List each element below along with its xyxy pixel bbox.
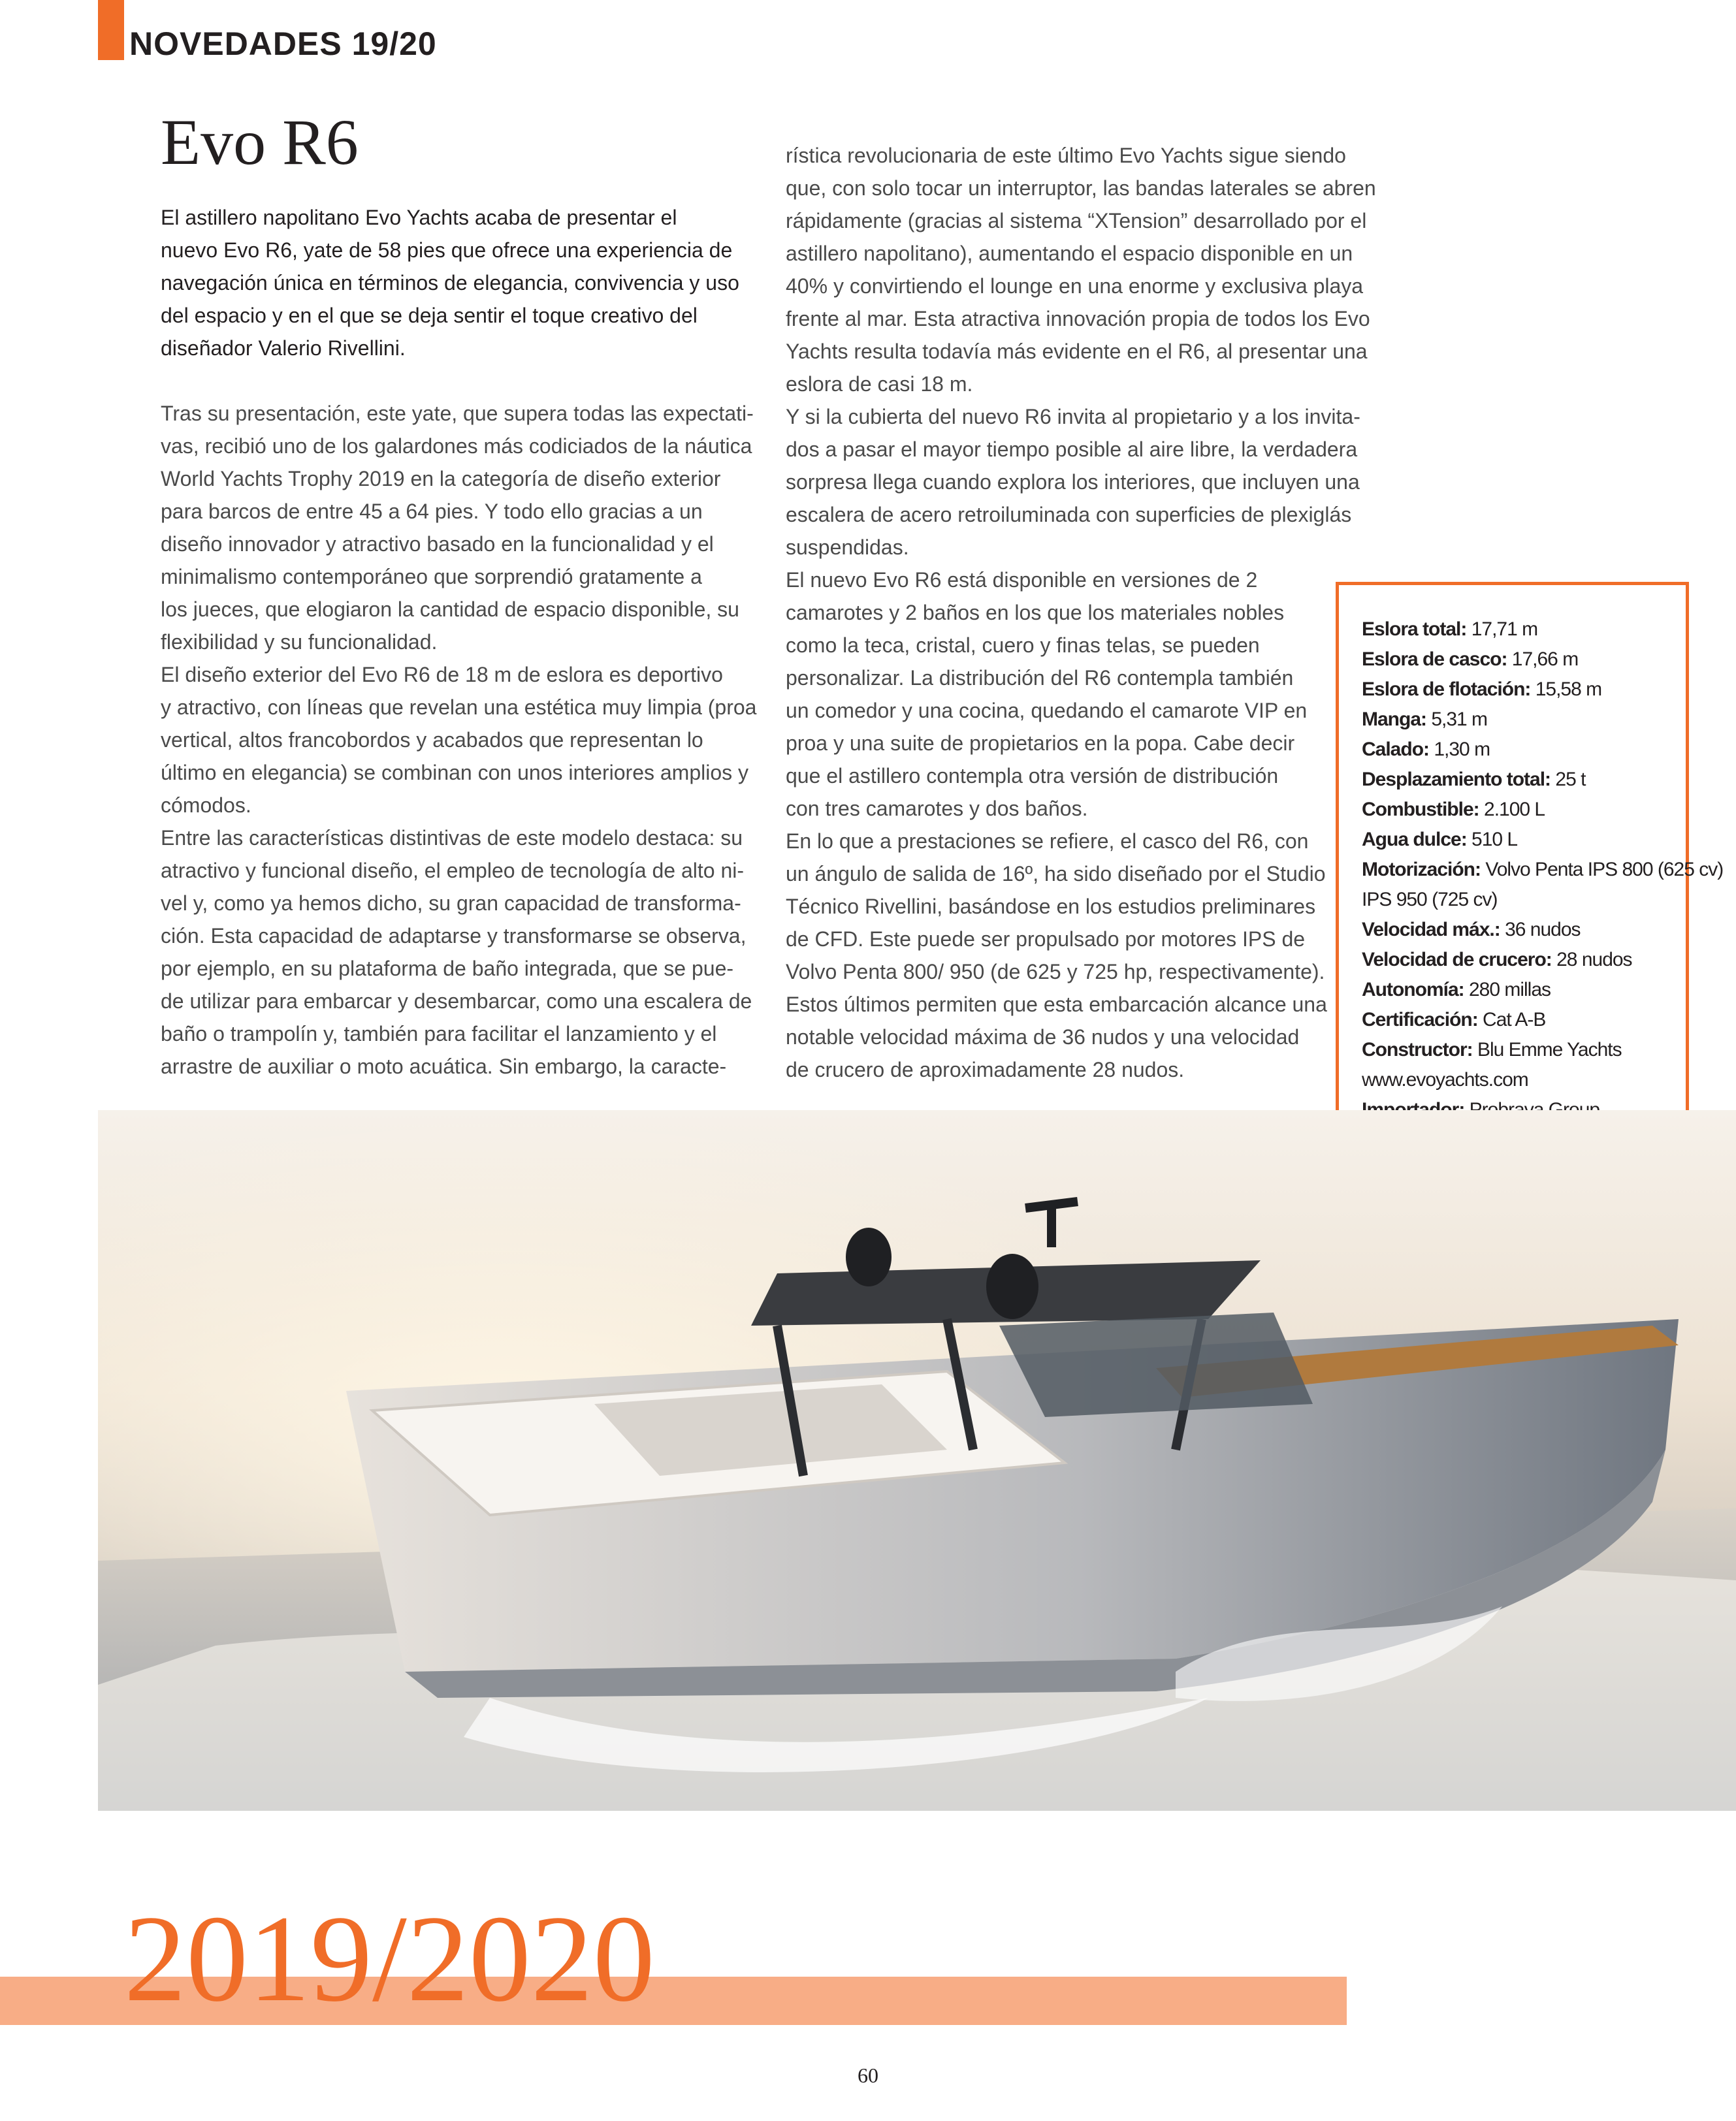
spec-value: 17,71 m: [1466, 618, 1538, 640]
body-line: Tras su presentación, este yate, que supera todas las expectati-: [161, 402, 754, 425]
body-line: suspendidas.: [786, 535, 909, 559]
body-line: frente al mar. Esta atractiva innovación propia de todos los Evo: [786, 307, 1370, 330]
body-line: de crucero de aproximadamente 28 nudos.: [786, 1058, 1185, 1081]
spec-value: Volvo Penta IPS 800 (625 cv): [1481, 859, 1724, 880]
spec-value: 36 nudos: [1500, 919, 1581, 940]
spec-label: Motorización:: [1362, 859, 1481, 880]
article-column-2: [786, 139, 1387, 1086]
body-line: World Yachts Trophy 2019 en la categoría de diseño exterior: [161, 467, 721, 490]
spec-row: [1362, 795, 1688, 825]
lead-line: El astillero napolitano Evo Yachts acaba de presentar el: [161, 206, 677, 229]
body-line: arrastre de auxiliar o moto acuática. Sin embargo, la caracte-: [161, 1055, 727, 1078]
spec-value: 25 t: [1551, 769, 1586, 790]
spec-label: Calado:: [1362, 739, 1430, 760]
body-line: eslora de casi 18 m.: [786, 372, 973, 396]
spec-value: IPS 950 (725 cv): [1362, 889, 1498, 910]
article-column-1: [161, 201, 757, 1083]
spec-row: [1362, 735, 1688, 765]
spec-row: [1362, 915, 1688, 945]
body-line: baño o trampolín y, también para facilitar el lanzamiento y el: [161, 1022, 717, 1045]
body-line: que, con solo tocar un interruptor, las bandas laterales se abren: [786, 176, 1376, 200]
body-line: vas, recibió uno de los galardones más codiciados de la náutica: [161, 434, 752, 458]
spec-label: Eslora de flotación:: [1362, 678, 1531, 700]
body-line: Y si la cubierta del nuevo R6 invita al propietario y a los invita-: [786, 405, 1360, 428]
lead-line: del espacio y en el que se deja sentir el toque creativo del: [161, 304, 698, 327]
body-line: cómodos.: [161, 793, 251, 817]
body-line: para barcos de entre 45 a 64 pies. Y todo ello gracias a un: [161, 500, 703, 523]
body-line: dos a pasar el mayor tiempo posible al aire libre, la verdadera: [786, 438, 1358, 461]
body-line: El diseño exterior del Evo R6 de 18 m de eslora es deportivo: [161, 663, 723, 686]
body-line: diseño innovador y atractivo basado en la funcionalidad y el: [161, 532, 714, 556]
spec-row: [1362, 825, 1688, 855]
spec-row: [1362, 765, 1688, 795]
spec-value: 1,30 m: [1429, 739, 1490, 760]
body-line: astillero napolitano), aumentando el espacio disponible en un: [786, 242, 1353, 265]
body-line: sorpresa llega cuando explora los interiores, que incluyen una: [786, 470, 1360, 494]
spec-row: [1362, 645, 1688, 675]
spec-value: 17,66 m: [1507, 648, 1579, 670]
body-line: Yachts resulta todavía más evidente en el R6, al presentar una: [786, 340, 1368, 363]
paragraph-gap: [161, 364, 752, 397]
spec-label: Velocidad de crucero:: [1362, 949, 1552, 970]
spec-value: 5,31 m: [1426, 709, 1488, 730]
body-line: por ejemplo, en su plataforma de baño integrada, que se pue-: [161, 957, 734, 980]
body-line: rápidamente (gracias al sistema “XTension” desarrollado por el: [786, 209, 1367, 232]
body-line: y atractivo, con líneas que revelan una estética muy limpia (proa: [161, 695, 757, 719]
body-line: vel y, como ya hemos dicho, su gran capacidad de transforma-: [161, 891, 741, 915]
body-line: de utilizar para embarcar y desembarcar, como una escalera de: [161, 989, 752, 1013]
body-line: proa y una suite de propietarios en la popa. Cabe decir: [786, 731, 1295, 755]
body-line: un ángulo de salida de 16º, ha sido diseñado por el Studio: [786, 862, 1326, 885]
spec-value: Cat A-B: [1477, 1009, 1546, 1030]
spec-label: Manga:: [1362, 709, 1426, 730]
spec-row: [1362, 975, 1688, 1005]
spec-row: [1362, 855, 1724, 885]
body-line: camarotes y 2 baños en los que los materiales nobles: [786, 601, 1285, 624]
body-line: personalizar. La distribución del R6 contempla también: [786, 666, 1294, 690]
yacht-photo: [98, 1110, 1736, 1811]
body-line: Técnico Rivellini, basándose en los estudios preliminares: [786, 895, 1316, 918]
spec-row[interactable]: [1362, 1065, 1688, 1095]
section-title: NOVEDADES 19/20: [129, 25, 437, 62]
spec-row: [1362, 945, 1688, 975]
body-line: minimalismo contemporáneo que sorprendió gratamente a: [161, 565, 702, 588]
specs-list: [1362, 614, 1724, 1125]
spec-label: Combustible:: [1362, 799, 1479, 820]
body-line: último en elegancia) se combinan con unos interiores amplios y: [161, 761, 749, 784]
body-line: escalera de acero retroiluminada con superficies de plexiglás: [786, 503, 1352, 526]
body-line: flexibilidad y su funcionalidad.: [161, 630, 438, 654]
page-number: 60: [858, 2064, 878, 2087]
body-line: Volvo Penta 800/ 950 (de 625 y 725 hp, respectivamente).: [786, 960, 1325, 983]
year-title: 2019/2020: [124, 1890, 655, 2028]
spec-value: 28 nudos: [1551, 949, 1632, 970]
spec-value: www.evoyachts.com: [1362, 1069, 1528, 1091]
body-line: de CFD. Este puede ser propulsado por motores IPS de: [786, 927, 1306, 951]
spec-value: 2.100 L: [1479, 799, 1545, 820]
spec-label: Eslora total:: [1362, 618, 1467, 640]
spec-row: [1362, 885, 1688, 915]
spec-label: Eslora de casco:: [1362, 648, 1507, 670]
spec-row: [1362, 705, 1688, 735]
spec-label: Autonomía:: [1362, 979, 1464, 1000]
body-line: con tres camarotes y dos baños.: [786, 797, 1088, 820]
body-line: ción. Esta capacidad de adaptarse y transformarse se observa,: [161, 924, 747, 948]
spec-row: [1362, 1005, 1688, 1035]
article-title: Evo R6: [161, 106, 359, 178]
spec-value: 15,58 m: [1530, 678, 1602, 700]
article-lead: [161, 201, 752, 364]
body-line: 40% y convirtiendo el lounge en una enorme y exclusiva playa: [786, 274, 1364, 298]
column-1-body: [161, 397, 757, 1083]
spec-label: Constructor:: [1362, 1039, 1473, 1060]
spec-row: [1362, 675, 1688, 705]
spec-label: Agua dulce:: [1362, 829, 1467, 850]
section-accent-bar: [98, 0, 124, 60]
body-line: rística revolucionaria de este último Evo Yachts sigue siendo: [786, 144, 1346, 167]
spec-row: [1362, 1035, 1688, 1065]
body-line: los jueces, que elogiaron la cantidad de espacio disponible, su: [161, 598, 739, 621]
column-2-body: [786, 139, 1387, 1086]
spec-row: [1362, 614, 1688, 645]
body-line: El nuevo Evo R6 está disponible en versiones de 2: [786, 568, 1258, 592]
body-line: que el astillero contempla otra versión de distribución: [786, 764, 1279, 788]
lead-line: nuevo Evo R6, yate de 58 pies que ofrece una experiencia de: [161, 238, 733, 262]
yacht-illustration: [98, 1110, 1736, 1811]
body-line: un comedor y una cocina, quedando el camarote VIP en: [786, 699, 1308, 722]
body-line: Entre las características distintivas de este modelo destaca: su: [161, 826, 743, 850]
body-line: En lo que a prestaciones se refiere, el casco del R6, con: [786, 829, 1309, 853]
lead-line: navegación única en términos de elegancia, convivencia y uso: [161, 271, 739, 295]
body-line: como la teca, cristal, cuero y finas telas, se pueden: [786, 633, 1260, 657]
body-line: notable velocidad máxima de 36 nudos y una velocidad: [786, 1025, 1300, 1049]
spec-value: 280 millas: [1464, 979, 1551, 1000]
body-line: atractivo y funcional diseño, el empleo de tecnología de alto ni-: [161, 859, 744, 882]
body-line: Estos últimos permiten que esta embarcación alcance una: [786, 993, 1327, 1016]
lead-line: diseñador Valerio Rivellini.: [161, 336, 406, 360]
body-line: vertical, altos francobordos y acabados que representan lo: [161, 728, 703, 752]
spec-value: Blu Emme Yachts: [1472, 1039, 1622, 1060]
spec-value: 510 L: [1466, 829, 1518, 850]
spec-label: Velocidad máx.:: [1362, 919, 1500, 940]
spec-label: Certificación:: [1362, 1009, 1478, 1030]
spec-label: Desplazamiento total:: [1362, 769, 1551, 790]
